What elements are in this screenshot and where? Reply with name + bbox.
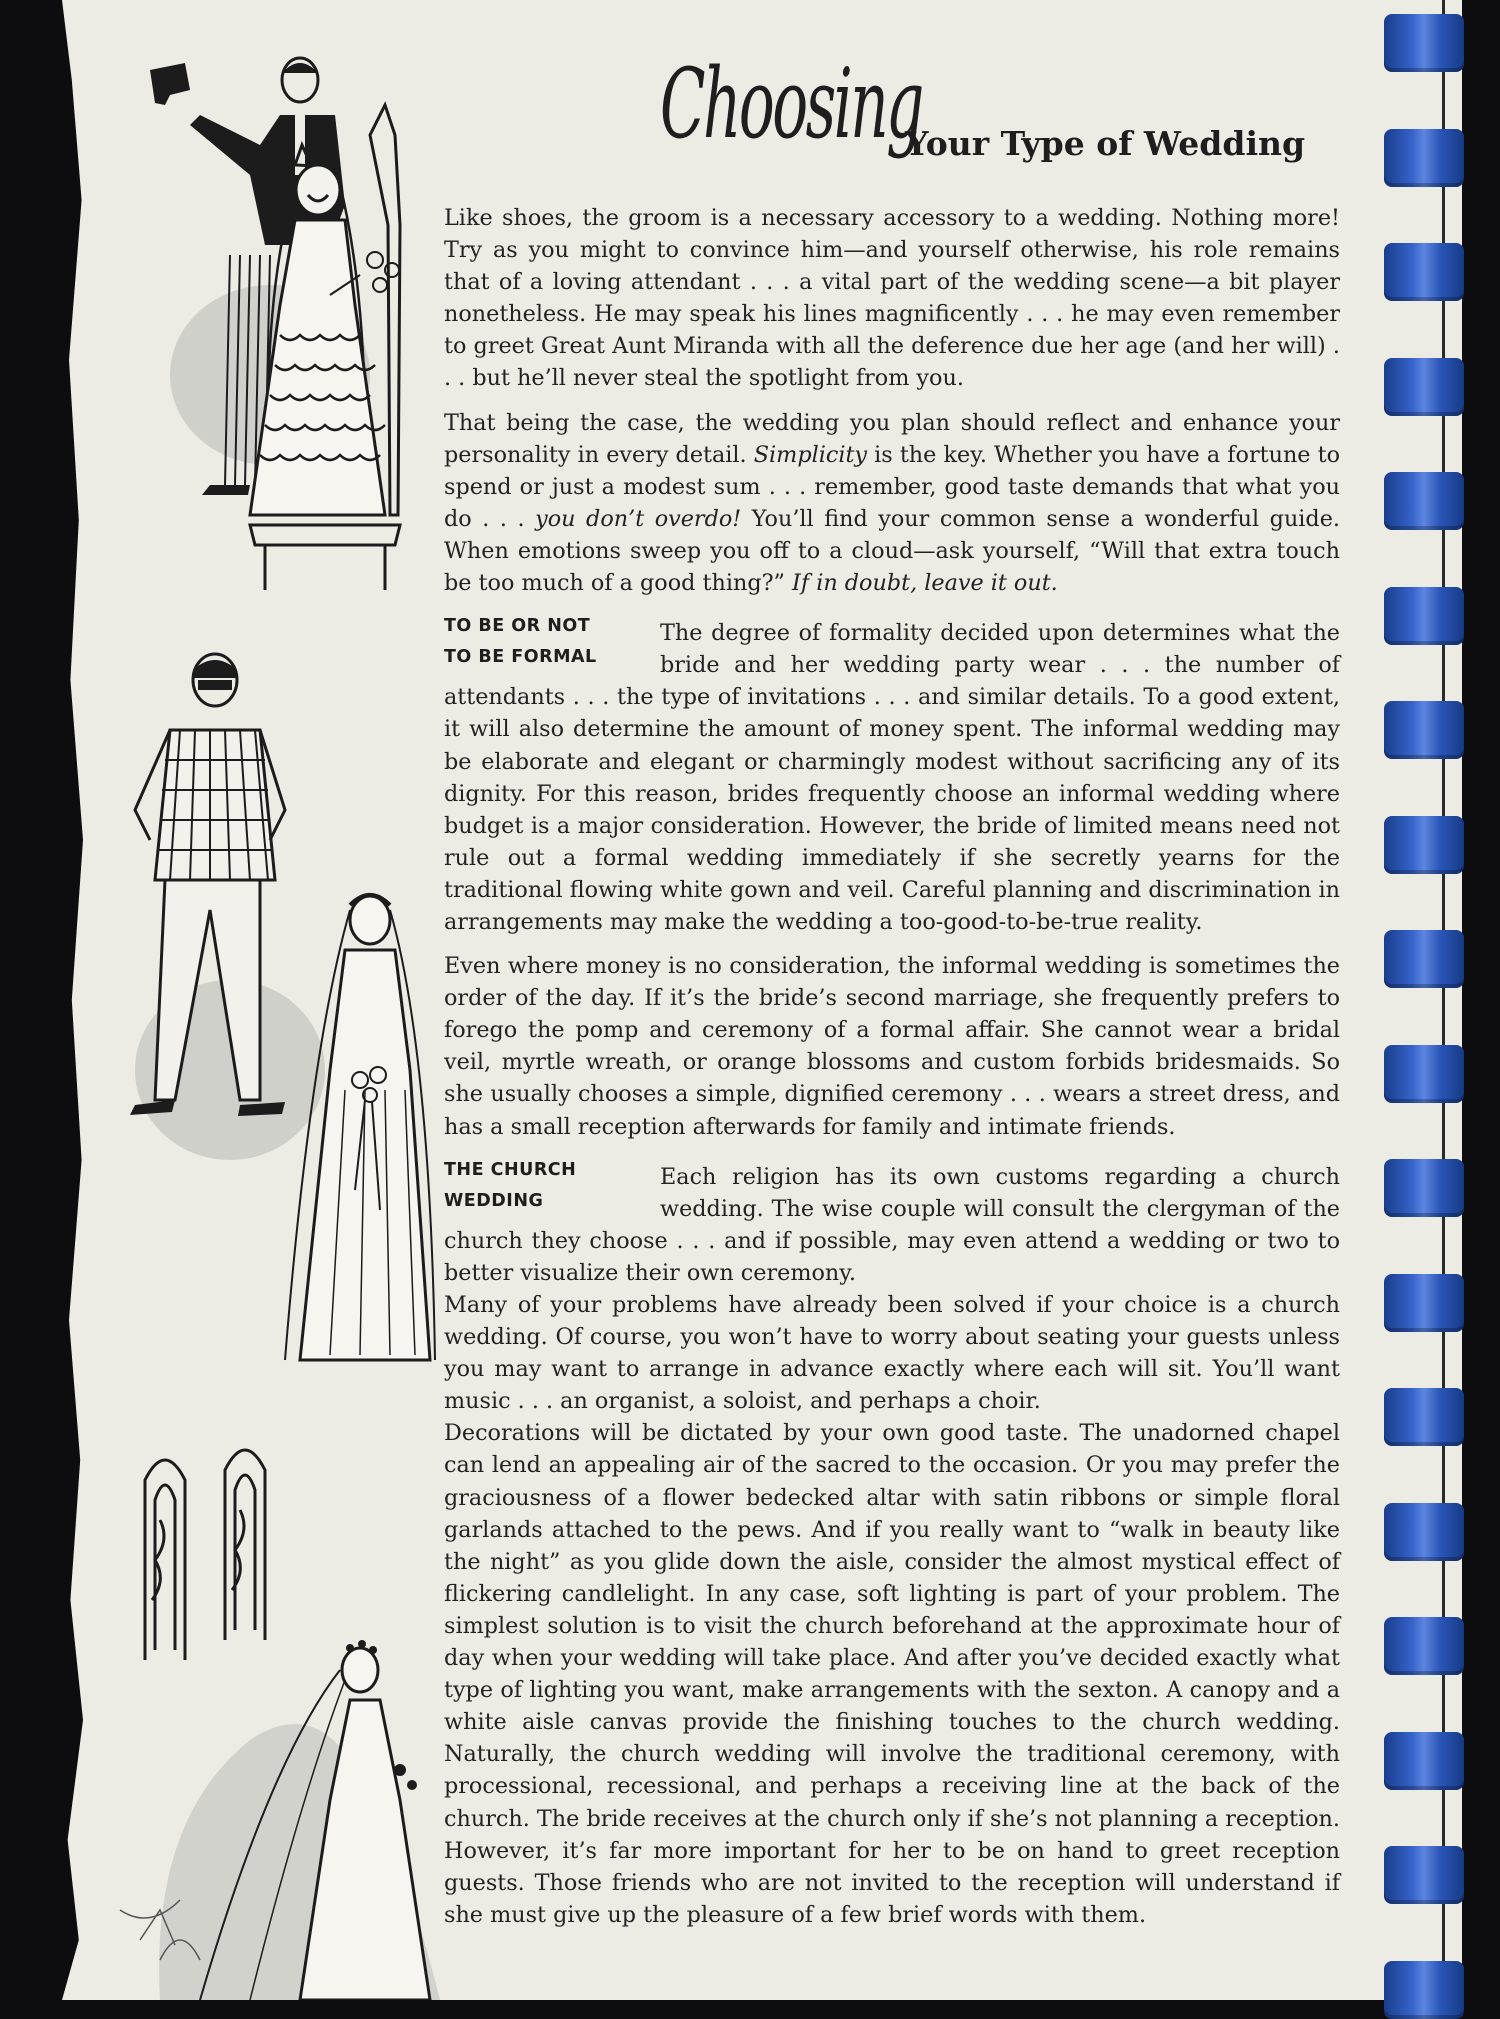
article-body	[444, 202, 1340, 1931]
section-heading-formal: TO BE OR NOT TO BE FORMAL	[444, 616, 597, 668]
informal-couple-illustration	[110, 650, 450, 1380]
paragraph-groom: Like shoes, the groom is a necessary accessory to a wedding. Nothing more! Try as you might to convince him—and yourself otherwise, his role remains that of a loving attendant . . . a vital part of the wedding scene—a bit player nonetheless. He may speak his lines magnificently . . . he may even remember to greet Great Aunt Miranda with all the deference due her age (and her will) . . . but he’ll never steal the spotlight from you.	[444, 205, 1340, 392]
paragraph-decorations: Decorations will be dictated by your own good taste. The unadorned chapel can lend an appealing air of the sacred to the occasion. Or you may prefer the graciousness of a flower bedecked altar with satin ribbons or simple floral garlands attached to the pews. And if you really want to “walk in beauty like the night” as you glide down the aisle, consider the almost mystical effect of flickering candlelight. In any case, soft lighting is part of your problem. The simplest solution is to visit the church beforehand at the approximate hour of day when your wedding will take place. And after you’ve decided exactly what type of lighting you want, make arrangements with the sexton. A canopy and a white aisle canvas provide the finishing touches to the church wedding. Naturally, the church wedding will involve the traditional ceremony, with processional, recessional, and perhaps a receiving line at the back of the church. The bride receives at the church only if she’s not planning a reception. However, it’s far more important for her to be on hand to greet reception guests. Those friends who are not invited to the reception will understand if she must give up the pleasure of a few brief words with them.	[444, 1420, 1340, 1928]
binding-ring	[1384, 1617, 1464, 1675]
binding-ring	[1384, 1045, 1464, 1103]
binding-ring	[1384, 816, 1464, 874]
page-title	[660, 48, 1340, 208]
title-text: Your Type of Wedding	[905, 124, 1306, 163]
binding-ring	[1384, 1732, 1464, 1790]
title-script-word: Choosing	[660, 48, 922, 160]
binding-ring	[1384, 1159, 1464, 1217]
binding-ring	[1384, 1274, 1464, 1332]
section-heading-church: THE CHURCH WEDDING	[444, 1159, 577, 1211]
binding-ring	[1384, 1846, 1464, 1904]
paragraph-formality: The degree of formality decided upon determines what the bride and her wedding party wear . . . the number of attendants . . . the type of invitations . . . and similar details. To a good extent, it will also determine the amount of money spent. The informal wedding may be elaborate and elegant or charmingly modest without sacrificing any of its dignity. For this reason, brides frequently choose an informal wedding where budget is a major consideration. However, the bride of limited means need not rule out a formal wedding immediately if she secretly yearns for the traditional flowing white gown and veil. Careful planning and discrimination in arrangements may make the wedding a too-good-to-be-true reality.	[444, 620, 1340, 935]
binding-ring	[1384, 243, 1464, 301]
binding-ring	[1384, 701, 1464, 759]
binding-ring	[1384, 1961, 1464, 2019]
paragraph-simplicity: That being the case, the wedding you plan should reflect and enhance your personality in every detail. Simplicity is the key. Whether you have a fortune to spend or just a modest sum . . . remember, good taste demands that what you do . . . you don’t overdo! You’ll find your common sense a wonderful guide. When emotions sweep you off to a cloud—ask yourself, “Will that extra touch be too much of a good thing?” If in doubt, leave it out.	[444, 409, 1340, 597]
binding-ring	[1384, 587, 1464, 645]
church-bride-illustration	[100, 1440, 450, 2000]
binding-ring	[1384, 472, 1464, 530]
binding-ring	[1384, 14, 1464, 72]
binding-ring	[1384, 1503, 1464, 1561]
binding-ring	[1384, 358, 1464, 416]
binding-ring	[1384, 1388, 1464, 1446]
paragraph-informal: Even where money is no consideration, the informal wedding is sometimes the order of the day. If it’s the bride’s second marriage, she frequently prefers to forego the pomp and ceremony of a formal affair. She cannot wear a bridal veil, myrtle wreath, or orange blossoms and custom forbids bridesmaids. So she usually chooses a simple, dignified ceremony . . . wears a street dress, and has a small reception afterwards for family and intimate friends.	[444, 953, 1340, 1140]
binding-ring	[1384, 930, 1464, 988]
paragraph-religion: Each religion has its own customs regarding a church wedding. The wise couple will consult the clergyman of the church they choose . . . and if possible, may even attend a wedding or two to better visualize their own ceremony.	[444, 1163, 1340, 1286]
binding-ring	[1384, 129, 1464, 187]
groom-and-bride-illustration	[130, 45, 450, 605]
paragraph-church-problems: Many of your problems have already been solved if your choice is a church wedding. Of course, you won’t have to worry about seating your guests unless you may want to arrange in advance exactly where each will sit. You’ll want music . . . an organist, a soloist, and perhaps a choir.	[444, 1292, 1340, 1415]
